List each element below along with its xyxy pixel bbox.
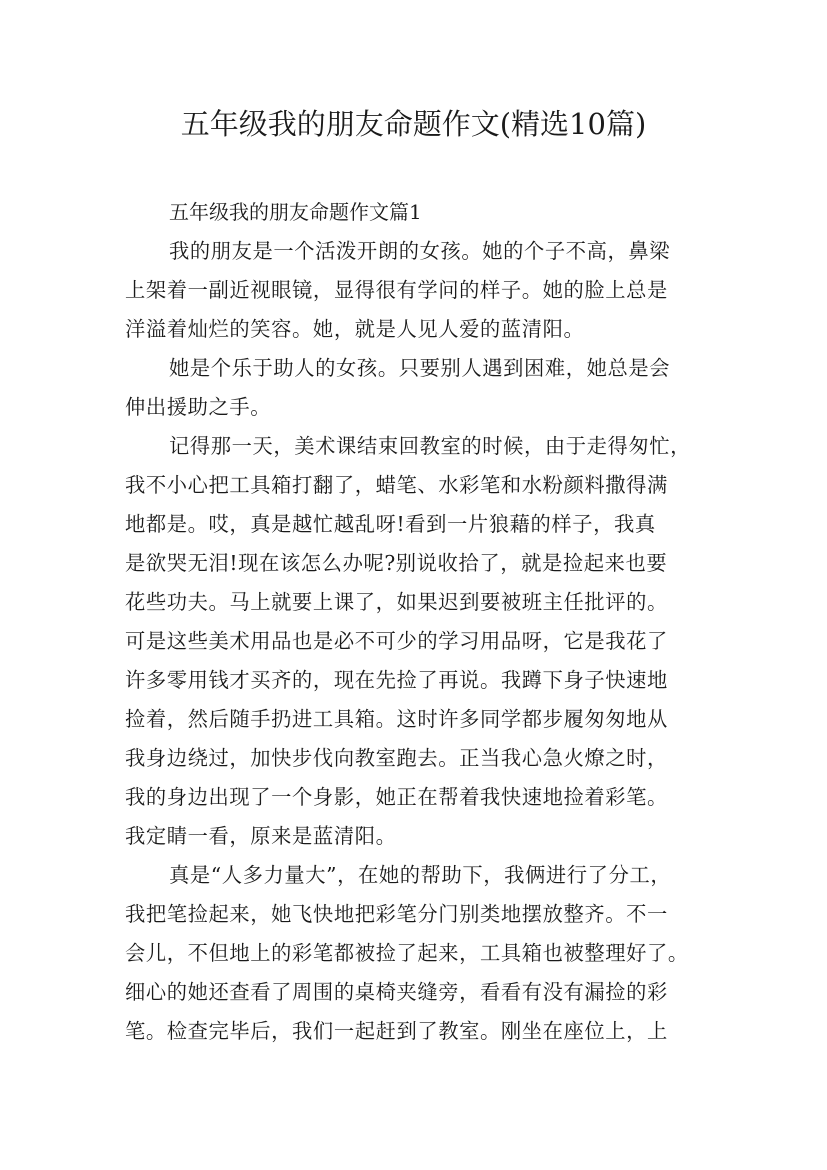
document-body — [125, 193, 707, 1051]
paragraph-line: 会儿，不但地上的彩笔都被捡了起来，工具箱也被整理好了。 — [125, 941, 689, 965]
paragraph-line: 捡着，然后随手扔进工具箱。这时许多同学都步履匆匆地从 — [125, 707, 668, 731]
paragraph — [125, 349, 707, 427]
paragraph-line: 我把笔捡起来，她飞快地把彩笔分门别类地摆放整齐。不一 — [125, 902, 668, 926]
paragraph-line: 我身边绕过，加快步伐向教室跑去。正当我心急火燎之时， — [125, 746, 668, 770]
paragraph-line: 伸出援助之手。 — [125, 395, 272, 419]
paragraph-line: 记得那一天，美术课结束回教室的时候，由于走得匆忙， — [169, 434, 692, 458]
paragraph-line: 洋溢着灿烂的笑容。她，就是人见人爱的蓝清阳。 — [125, 317, 585, 341]
paragraph-line: 真是“人多力量大”，在她的帮助下，我俩进行了分工， — [169, 863, 672, 887]
section-heading: 五年级我的朋友命题作文篇1 — [169, 200, 422, 224]
paragraph — [125, 232, 707, 349]
paragraph-line: 我的身边出现了一个身影，她正在帮着我快速地捡着彩笔。 — [125, 785, 668, 809]
paragraph-line: 花些功夫。马上就要上课了，如果迟到要被班主任批评的。 — [125, 590, 668, 614]
paragraph-line: 可是这些美术用品也是必不可少的学习用品呀，它是我花了 — [125, 629, 668, 653]
paragraph-line: 上架着一副近视眼镜，显得很有学问的样子。她的脸上总是 — [125, 278, 668, 302]
paragraph-line: 地都是。哎，真是越忙越乱呀!看到一片狼藉的样子，我真 — [125, 512, 656, 536]
paragraph-line: 笔。检查完毕后，我们一起赶到了教室。刚坐在座位上，上 — [125, 1019, 668, 1043]
paragraph-line: 许多零用钱才买齐的，现在先捡了再说。我蹲下身子快速地 — [125, 668, 668, 692]
paragraph — [125, 856, 707, 1051]
paragraph — [125, 427, 707, 856]
paragraph-line: 她是个乐于助人的女孩。只要别人遇到困难，她总是会 — [169, 356, 671, 380]
paragraph-line: 是欲哭无泪!现在该怎么办呢?别说收拾了，就是捡起来也要 — [125, 551, 668, 575]
paragraph-line: 我的朋友是一个活泼开朗的女孩。她的个子不高，鼻梁 — [169, 239, 671, 263]
paragraph-line: 细心的她还查看了周围的桌椅夹缝旁，看看有没有漏捡的彩 — [125, 980, 668, 1004]
document-title: 五年级我的朋友命题作文(精选10篇) — [180, 107, 647, 141]
paragraph-line: 我不小心把工具箱打翻了，蜡笔、水彩笔和水粉颜料撒得满 — [125, 473, 668, 497]
paragraph-line: 我定睛一看，原来是蓝清阳。 — [125, 824, 397, 848]
